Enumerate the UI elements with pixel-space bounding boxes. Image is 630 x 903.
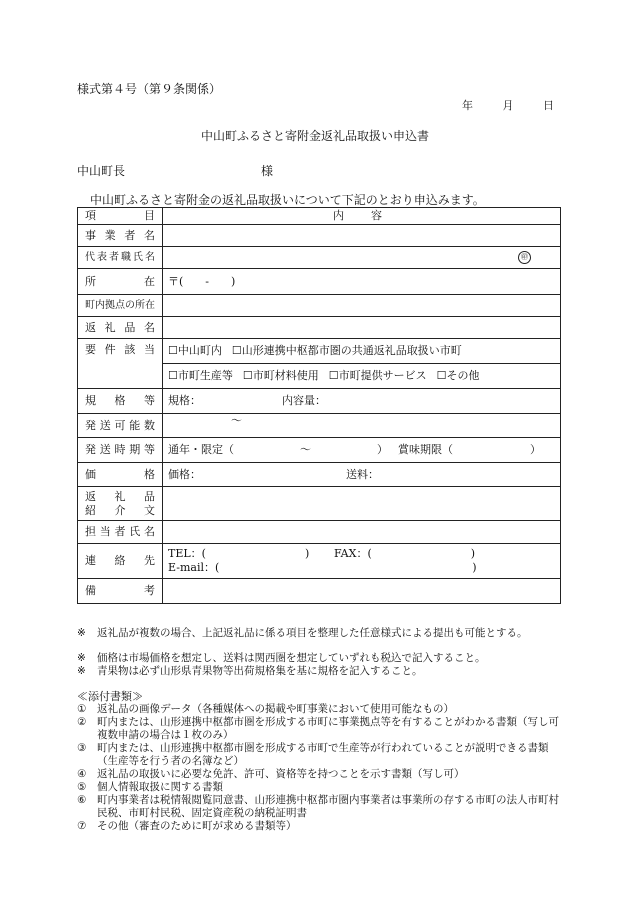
row-ship-capacity <box>78 414 561 438</box>
attachment-mark: ③ <box>77 742 87 754</box>
field-ship-capacity[interactable]: ～ <box>163 414 561 438</box>
attachment-mark: ② <box>77 716 87 728</box>
volume-label: 内容量： <box>282 394 326 407</box>
row-local-base <box>78 295 561 317</box>
label-contact: 連絡先 <box>78 544 163 579</box>
attachment-mark: ⑤ <box>77 781 87 793</box>
row-contact-person <box>78 521 561 544</box>
field-spec[interactable] <box>163 389 561 414</box>
field-local-base[interactable] <box>163 295 561 317</box>
form-number: 様式第４号（第９条関係） <box>77 82 222 96</box>
seal-icon: ㊞ <box>518 251 531 264</box>
ship-period-value: 通年・限定（ ～ ） <box>168 443 388 456</box>
row-gift-intro <box>78 487 561 521</box>
attachment-mark: ① <box>77 703 87 715</box>
addressee <box>77 162 274 179</box>
attachment-item <box>77 716 570 741</box>
requirements-options-1 <box>163 339 561 364</box>
attachment-mark: ⑥ <box>77 794 87 806</box>
field-gift-intro[interactable] <box>163 487 561 521</box>
note-text: 青果物は必ず山形県青果物等出荷規格集を基に規格を記入すること。 <box>97 665 423 677</box>
note-item <box>77 627 561 640</box>
row-remarks <box>78 579 561 604</box>
checkbox-service[interactable]: ☐市町提供サービス <box>328 369 427 382</box>
header-content: 内 容 <box>163 208 561 225</box>
note-mark: ※ <box>77 627 86 639</box>
attachment-item <box>77 703 561 716</box>
field-gift-name[interactable] <box>163 317 561 339</box>
attachment-mark: ④ <box>77 768 87 780</box>
honorific: 様 <box>261 164 274 178</box>
field-representative[interactable] <box>163 247 561 269</box>
label-contact-person: 担当者氏名 <box>78 521 163 544</box>
label-ship-period: 発送時期等 <box>78 438 163 463</box>
label-gift-intro <box>78 487 163 521</box>
label-gift-intro-line1: 返 礼 品 <box>85 489 155 503</box>
application-table <box>77 207 561 604</box>
attachment-item <box>77 742 561 767</box>
attachment-text: 返礼品の取扱いに必要な免許、許可、資格等を持つことを示す書類（写し可） <box>97 768 465 780</box>
label-representative: 代表者職氏名 <box>78 247 163 269</box>
field-remarks[interactable] <box>163 579 561 604</box>
attachment-text: 町内事業者は税情報閲覧同意書、山形連携中枢都市圏内事業者は事業所の存する市町の法人市町村民税、市町村民税、固定資産税の納税証明書 <box>97 794 559 819</box>
attachments-heading: ≪添付書類≫ <box>77 690 143 703</box>
label-spec: 規格等 <box>78 389 163 414</box>
attachment-text: 町内または、山形連携中枢都市圏を形成する市町に事業拠点等を有することがわかる書類（写し可 複数申請の場合は１枚のみ） <box>97 716 570 741</box>
field-price[interactable] <box>163 463 561 487</box>
attachment-text: 町内または、山形連携中枢都市圏を形成する市町で生産等が行われていることが説明できる書類（生産等を行う者の名簿など） <box>97 742 549 767</box>
field-contact[interactable] <box>163 544 561 579</box>
field-contact-person[interactable] <box>163 521 561 544</box>
attachment-item <box>77 820 561 833</box>
row-spec <box>78 389 561 414</box>
date-line: 年 月 日 <box>462 99 554 112</box>
shipping-label: 送料： <box>346 467 379 481</box>
row-price <box>78 463 561 487</box>
attachment-item <box>77 794 561 819</box>
field-address[interactable] <box>163 269 561 295</box>
attachment-text: 返礼品の画像データ（各種媒体への掲載や町事業において使用可能なもの） <box>97 703 454 715</box>
attachment-item <box>77 781 561 794</box>
label-address: 所 在 <box>78 269 163 295</box>
checkbox-other[interactable]: ☐その他 <box>436 369 480 382</box>
attachment-text: 個人情報取扱に関する書類 <box>97 781 223 793</box>
note-text: 価格は市場価格を想定し、送料は関西圏を想定していずれも税込で記入すること。 <box>97 652 486 664</box>
note-item <box>77 665 561 678</box>
tel-field[interactable]: TEL：( ) <box>168 547 310 560</box>
row-requirements-1 <box>78 339 561 364</box>
attachment-mark: ⑦ <box>77 820 87 832</box>
intro-text: 中山町ふるさと寄附金の返礼品取扱いについて下記のとおり申込みます。 <box>90 193 485 207</box>
row-ship-period <box>78 438 561 463</box>
row-gift-name <box>78 317 561 339</box>
note-text: 返礼品が複数の場合、上記返礼品に係る項目を整理した任意様式による提出も可能とする。 <box>97 627 528 639</box>
document-title: 中山町ふるさと寄附金返礼品取扱い申込書 <box>200 129 429 143</box>
row-business-name <box>78 225 561 247</box>
attachment-item <box>77 768 561 781</box>
label-local-base: 町内拠点の所在 <box>78 295 163 317</box>
note-mark: ※ <box>77 665 86 677</box>
field-business-name[interactable] <box>163 225 561 247</box>
header-item: 項 目 <box>78 208 163 225</box>
requirements-options-2 <box>163 364 561 389</box>
checkbox-nakayama[interactable]: ☐中山町内 <box>168 344 222 357</box>
checkbox-materials[interactable]: ☐市町材料使用 <box>242 369 319 382</box>
label-ship-capacity: 発送可能数 <box>78 414 163 438</box>
note-item <box>77 652 561 665</box>
checkbox-production[interactable]: ☐市町生産等 <box>168 369 233 382</box>
spec-label: 規格： <box>168 394 201 407</box>
label-price: 価格 <box>78 463 163 487</box>
label-gift-name: 返礼品名 <box>78 317 163 339</box>
field-ship-period[interactable] <box>163 438 561 463</box>
row-address <box>78 269 561 295</box>
label-business-name: 事業者名 <box>78 225 163 247</box>
expiry-label: 賞味期限（ ） <box>398 443 541 456</box>
row-contact <box>78 544 561 579</box>
table-header-row <box>78 208 561 225</box>
note-mark: ※ <box>77 652 86 664</box>
row-representative <box>78 247 561 269</box>
price-label: 価格： <box>168 467 201 481</box>
postal-code: 〒( - ) <box>168 274 236 288</box>
fax-field[interactable]: FAX：( ) <box>334 547 476 560</box>
attachment-text: その他（審査のために町が求める書類等） <box>97 820 297 832</box>
label-gift-intro-line2: 紹 介 文 <box>85 503 155 517</box>
label-requirements: 要件該当 <box>78 339 163 389</box>
email-field[interactable]: E-mail：( ) <box>168 561 477 574</box>
addressee-name: 中山町長 <box>77 164 126 178</box>
checkbox-yamagata-region[interactable]: ☐山形連携中枢都市圏の共通返礼品取扱い市町 <box>231 344 462 357</box>
label-remarks: 備考 <box>78 579 163 604</box>
